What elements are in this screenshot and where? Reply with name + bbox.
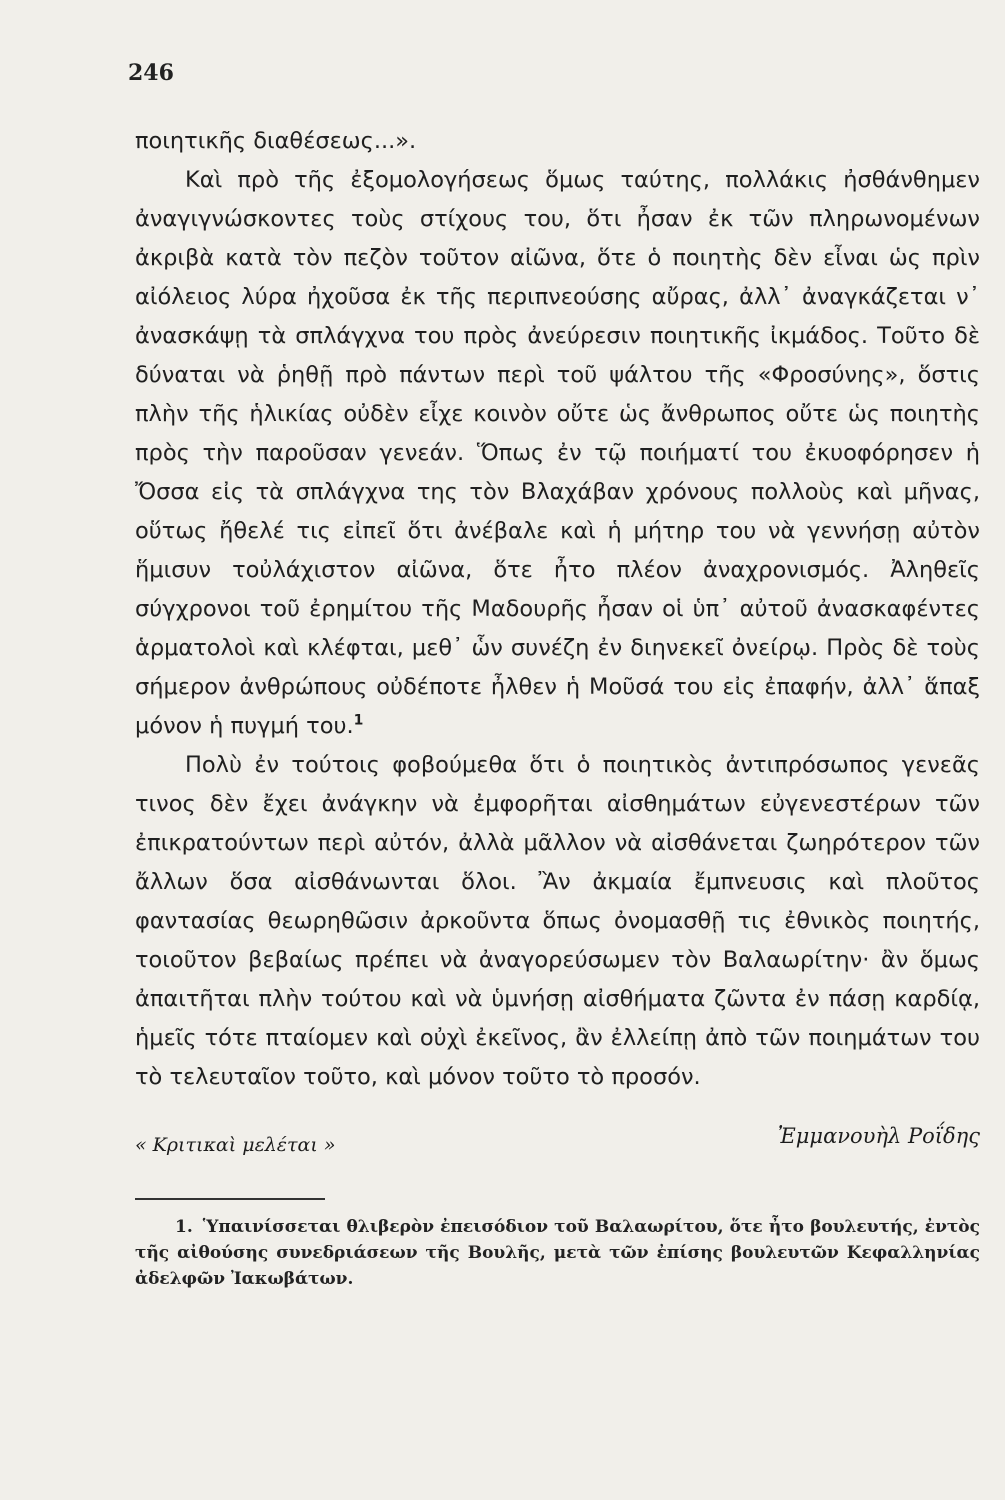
footnote-reference: 1	[353, 712, 364, 729]
paragraph-roidis-2: Πολὺ ἐν τούτοις φοβούμεθα ὅτι ὁ ποιητικὸς ἀντιπρόσωπος γενεᾶς τινος δὲν ἔχει ἀνάγκην νὰ ἐμφορῆται αἰσθημάτων εὐγενεστέρων τῶν ἐπικρατούντων περὶ αὐτόν, ἀλλὰ μᾶλλον νὰ αἰσθάνεται ζωηρότερον τῶν ἄλλων ὅσα αἰσθάνωνται ὅλοι. Ἂν ἀκμαία ἔμπνευσις καὶ πλοῦτος φαντασίας θεωρηθῶσιν ἀρκοῦντα ὅπως ὀνομασθῇ τις ἐθνικὸς ποιητής, τοιοῦτον βεβαίως πρέπει νὰ ἀναγορεύσωμεν τὸν Βαλαωρίτην· ἂν ὅμως ἀπαιτῆται πλὴν τούτου καὶ νὰ ὑμνήσῃ αἰσθήματα ζῶντα ἐν πάσῃ καρδίᾳ, ἡμεῖς τότε πταίομεν καὶ οὐχὶ ἐκεῖνος, ἂν ἐλλείπῃ ἀπὸ τῶν ποιημάτων του τὸ τελευταῖον τοῦτο, καὶ μόνον τοῦτο τὸ προσόν.	[135, 752, 980, 1090]
paragraph-continuation: ποιητικῆς διαθέσεως...».	[135, 128, 417, 154]
attribution	[135, 1124, 980, 1164]
footnote-text: Ὑπαινίσσεται θλιβερὸν ἐπεισόδιον τοῦ Βαλαωρίτου, ὅτε ἦτο βουλευτής, ἐντὸς τῆς αἰθούσης συνεδριάσεων τῆς Βουλῆς, μετὰ τῶν ἐπίσης βουλευτῶν Κεφαλληνίας ἀδελφῶν Ἰακωβάτων.	[135, 1217, 980, 1289]
source-title: « Κριτικαὶ μελέται »	[135, 1134, 336, 1156]
footnote-divider	[135, 1198, 325, 1200]
footnote	[135, 1214, 980, 1292]
footnote-number: 1.	[175, 1217, 193, 1237]
paragraph-text: Καὶ πρὸ τῆς ἐξομολογήσεως ὅμως ταύτης, πολλάκις ἠσθάνθημεν ἀναγιγνώσκοντες τοὺς στίχους του, ὅτι ἦσαν ἐκ τῶν πληρωνομένων ἀκριβὰ κατὰ τὸν πεζὸν τοῦτον αἰῶνα, ὅτε ὁ ποιητὴς δὲν εἶναι ὡς πρὶν αἰόλειος λύρα ἠχοῦσα ἐκ τῆς περιπνεούσης αὔρας, ἀλλ᾽ ἀναγκάζεται ν᾽ ἀνασκάψῃ τὰ σπλάγχνα του πρὸς ἀνεύρεσιν ποιητικῆς ἰκμάδος. Τοῦτο δὲ δύναται νὰ ῥηθῇ πρὸ πάντων περὶ τοῦ ψάλτου τῆς «Φροσύνης», ὅστις πλὴν τῆς ἡλικίας οὐδὲν εἶχε κοινὸν οὔτε ὡς ἄνθρωπος οὔτε ὡς ποιητὴς πρὸς τὴν παροῦσαν γενεάν. Ὅπως ἐν τῷ ποιήματί του ἐκυοφόρησεν ἡ Ὄσσα εἰς τὰ σπλάγχνα της τὸν Βλαχάβαν χρόνους πολλοὺς καὶ μῆνας, οὕτως ἤθελέ τις εἰπεῖ ὅτι ἀνέβαλε καὶ ἡ μήτηρ του νὰ γεννήσῃ αὐτὸν ἥμισυν τοὐλάχιστον αἰῶνα, ὅτε ἦτο πλέον ἀναχρονισμός. Ἀληθεῖς σύγχρονοι τοῦ ἐρημίτου τῆς Μαδουρῆς ἦσαν οἱ ὑπ᾽ αὐτοῦ ἀνασκαφέντες ἁρματολοὶ καὶ κλέφται, μεθ᾽ ὧν συνέζη ἐν διηνεκεῖ ὀνείρῳ. Πρὸς δὲ τοὺς σήμερον ἀνθρώπους οὐδέποτε ἦλθεν ἡ Μοῦσά του εἰς ἐπαφήν, ἀλλ᾽ ἅπαξ μόνον ἡ πυγμή του.	[135, 167, 980, 739]
page-number: 246	[128, 60, 174, 86]
main-text	[135, 122, 980, 1097]
author-name: Ἐμμανουὴλ Ροΐδης	[777, 1124, 980, 1148]
paragraph-roidis-1	[135, 161, 980, 746]
